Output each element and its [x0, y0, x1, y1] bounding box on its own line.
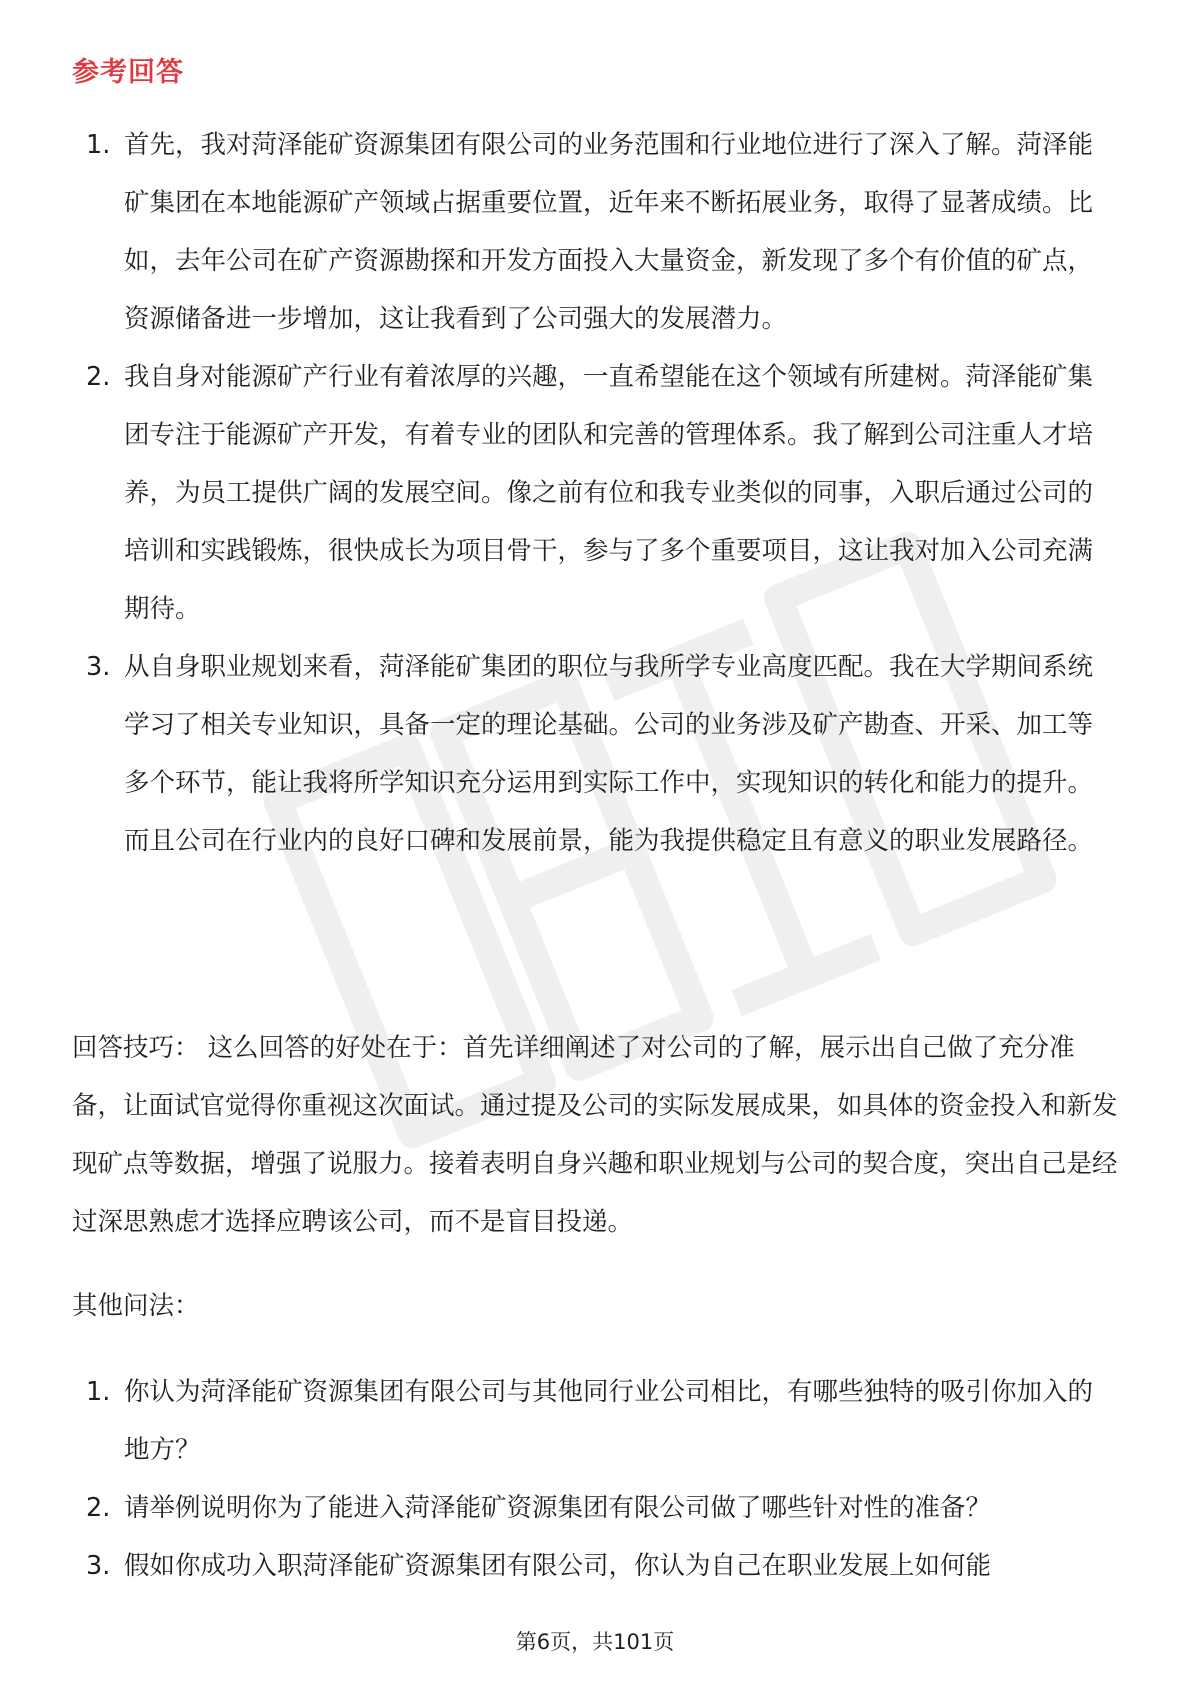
list-item-number: 3. [86, 1551, 111, 1581]
list-item-number: 1. [86, 1377, 111, 1407]
list-item-number: 3. [86, 652, 111, 682]
other-questions-label: 其他问法： [72, 1291, 200, 1321]
list-item-number: 2. [86, 1493, 111, 1523]
list-item-text: 从自身职业规划来看，菏泽能矿集团的职位与我所学专业高度匹配。我在大学期间系统学习了相关专业知识，具备一定的理论基础。公司的业务涉及矿产勘查、开采、加工等多个环节，能让我将所学知识充分运用到实际工作中，实现知识的转化和能力的提升。而且公司在行业内的良好口碑和发展前景，能为我提供稳定且有意义的职业发展路径。 [124, 652, 1094, 856]
list-item-text: 请举例说明你为了能进入菏泽能矿资源集团有限公司做了哪些针对性的准备？ [124, 1493, 992, 1523]
list-item-text: 首先，我对菏泽能矿资源集团有限公司的业务范围和行业地位进行了深入了解。菏泽能矿集团在本地能源矿产领域占据重要位置，近年来不断拓展业务，取得了显著成绩。比如，去年公司在矿产资源勘探和开发方面投入大量资金，新发现了多个有价值的矿点，资源储备进一步增加，这让我看到了公司强大的发展潜力。 [124, 130, 1094, 334]
page-footer: 第6页，共101页 [515, 1630, 675, 1654]
list-item-text: 我自身对能源矿产行业有着浓厚的兴趣，一直希望能在这个领域有所建树。菏泽能矿集团专注于能源矿产开发，有着专业的团队和完善的管理体系。我了解到公司注重人才培养，为员工提供广阔的发展空间。像之前有位和我专业类似的同事，入职后通过公司的培训和实践锻炼，很快成长为项目骨干，参与了多个重要项目，这让我对加入公司充满期待。 [124, 362, 1094, 624]
list-item [72, 1363, 1118, 1479]
list-item [72, 1537, 1118, 1595]
list-item-text: 你认为菏泽能矿资源集团有限公司与其他同行业公司相比，有哪些独特的吸引你加入的地方？ [124, 1377, 1094, 1465]
list-item-number: 1. [86, 130, 111, 160]
list-item [72, 116, 1118, 348]
list-item [72, 1479, 1118, 1537]
other-questions-list [72, 1363, 1118, 1595]
section-heading: 参考回答 [72, 57, 184, 88]
list-item [72, 348, 1118, 638]
list-item [72, 638, 1118, 870]
answer-tips-paragraph: 回答技巧： 这么回答的好处在于：首先详细阐述了对公司的了解，展示出自己做了充分准备，让面试官觉得你重视这次面试。通过提及公司的实际发展成果，如具体的资金投入和新发现矿点等数据，增强了说服力。接着表明自身兴趣和职业规划与公司的契合度，突出自己是经过深思熟虑才选择应聘该公司，而不是盲目投递。 [72, 1033, 1118, 1237]
list-item-text: 假如你成功入职菏泽能矿资源集团有限公司，你认为自己在职业发展上如何能 [124, 1551, 992, 1581]
answer-list [72, 116, 1118, 870]
list-item-number: 2. [86, 362, 111, 392]
